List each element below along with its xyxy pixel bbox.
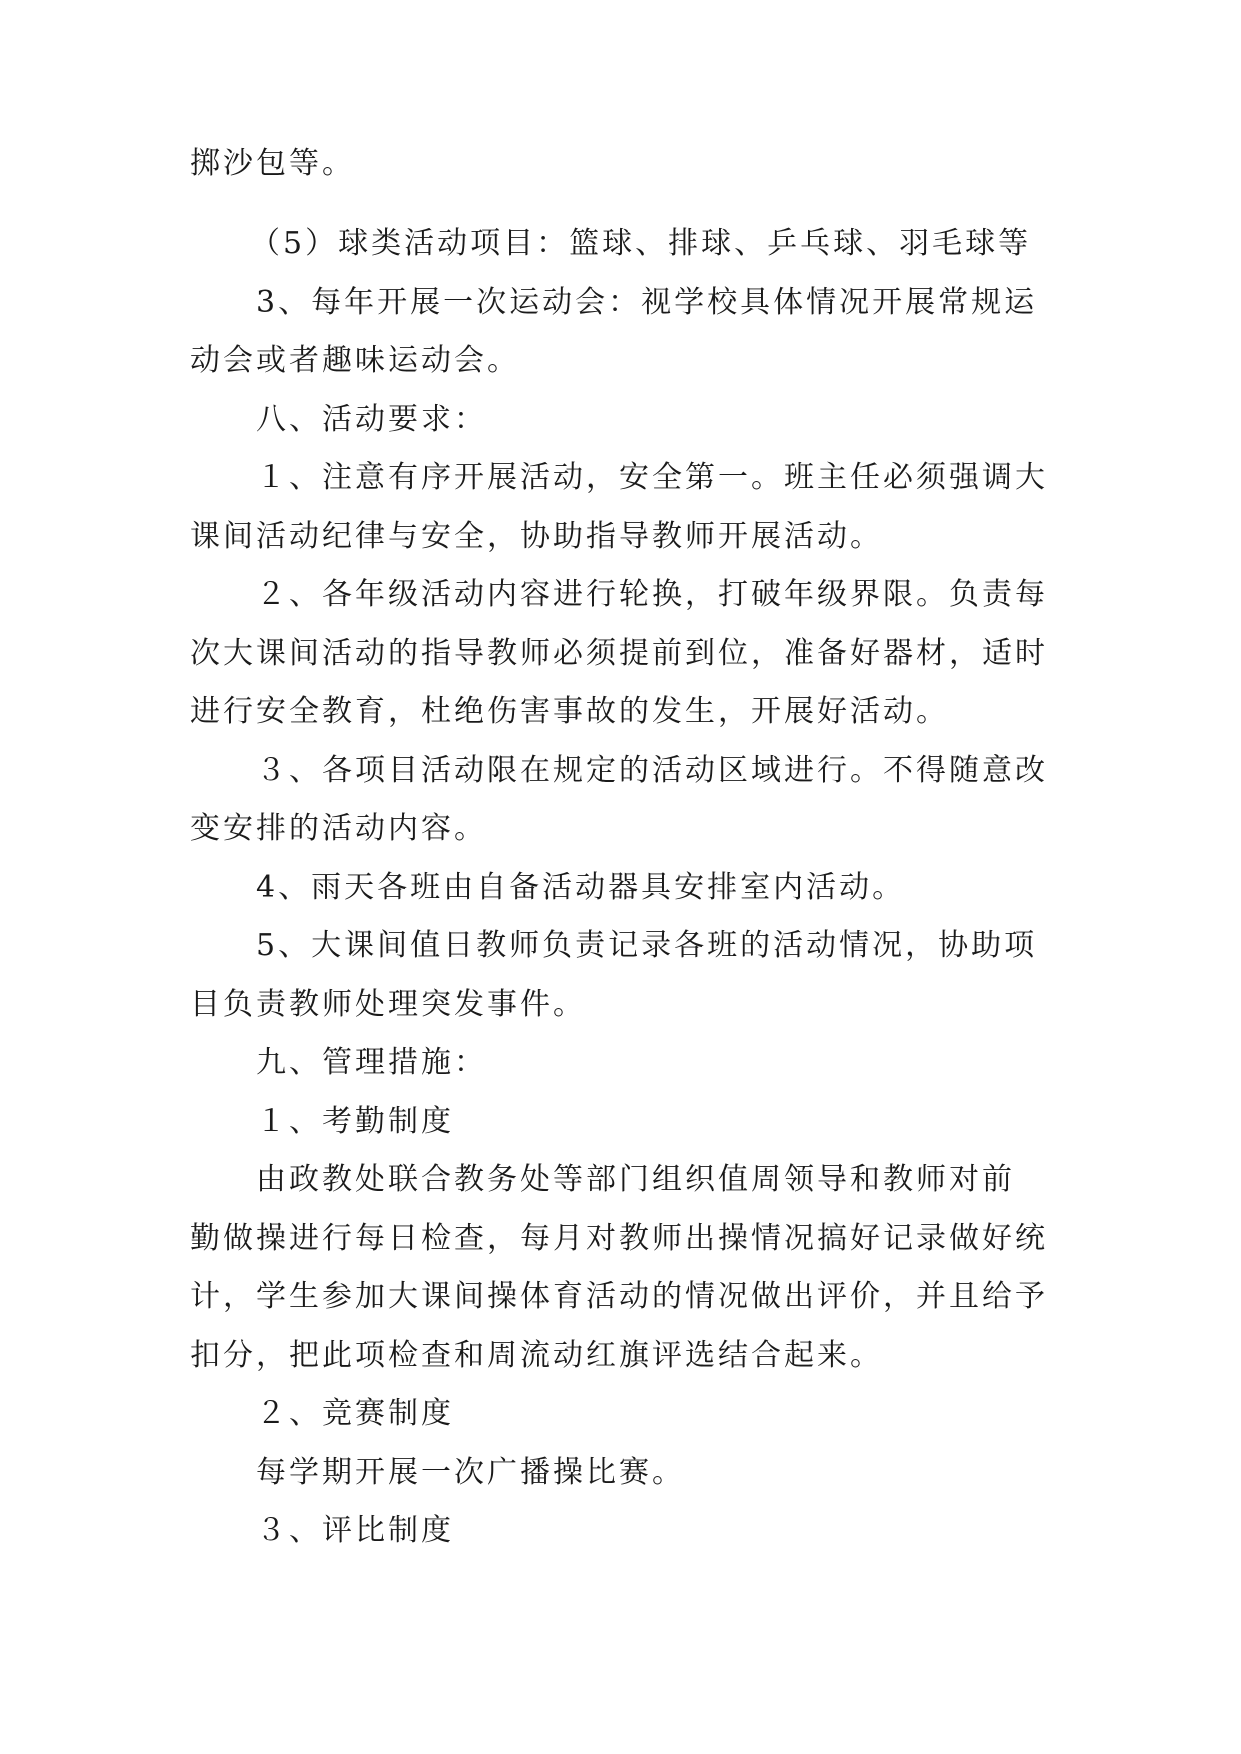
text-line: 勤做操进行每日检查，每月对教师出操情况搞好记录做好统 (190, 1221, 1048, 1256)
section-heading: 九、管理措施： (256, 1045, 487, 1080)
text-line: 进行安全教育，杜绝伤害事故的发生，开展好活动。 (190, 694, 949, 729)
subsection-heading: １、考勤制度 (256, 1104, 454, 1139)
section-heading: 八、活动要求： (256, 402, 487, 437)
text-line: 扣分，把此项检查和周流动红旗评选结合起来。 (190, 1338, 883, 1373)
text-line: ３、各项目活动限在规定的活动区域进行。不得随意改 (256, 753, 1048, 788)
text-line: 由政教处联合教务处等部门组织值周领导和教师对前 (256, 1162, 1015, 1197)
text-line: 掷沙包等。 (190, 146, 355, 181)
subsection-heading: ３、评比制度 (256, 1513, 454, 1548)
text-line: １、注意有序开展活动，安全第一。班主任必须强调大 (256, 460, 1048, 495)
text-line: （5）球类活动项目：篮球、排球、乒乓球、羽毛球等 (250, 226, 1032, 261)
text-line: 4、雨天各班由自备活动器具安排室内活动。 (256, 870, 906, 905)
text-line: 课间活动纪律与安全，协助指导教师开展活动。 (190, 519, 883, 554)
text-line: 动会或者趣味运动会。 (190, 343, 520, 378)
text-line: 3、每年开展一次运动会：视学校具体情况开展常规运 (256, 285, 1038, 320)
text-line: 目负责教师处理突发事件。 (190, 987, 586, 1022)
text-line: 每学期开展一次广播操比赛。 (256, 1455, 685, 1490)
text-line: 计，学生参加大课间操体育活动的情况做出评价，并且给予 (190, 1279, 1048, 1314)
text-line: 5、大课间值日教师负责记录各班的活动情况，协助项 (256, 928, 1038, 963)
text-line: 次大课间活动的指导教师必须提前到位，准备好器材，适时 (190, 636, 1048, 671)
subsection-heading: ２、竞赛制度 (256, 1396, 454, 1431)
text-line: 变安排的活动内容。 (190, 811, 487, 846)
text-line: ２、各年级活动内容进行轮换，打破年级界限。负责每 (256, 577, 1048, 612)
